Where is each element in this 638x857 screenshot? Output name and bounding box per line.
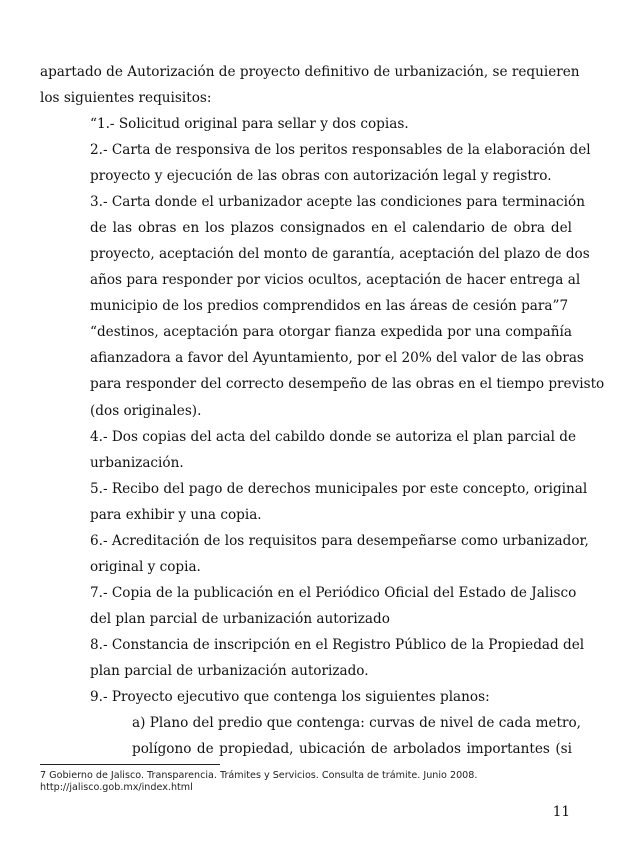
requirement-3-cont: “destinos, aceptación para otorgar fianza expedida por una compañía [90, 324, 572, 340]
requirement-3-cont: para responder del correcto desempeño de las obras en el tiempo previsto [90, 376, 605, 392]
footnote-divider [40, 764, 220, 765]
requirement-3-cont: de las obras en los plazos consignados en el calendario de obra del [90, 220, 572, 236]
requirement-2: 2.- Carta de responsiva de los peritos responsables de la elaboración del [90, 142, 591, 158]
requirement-8-cont: plan parcial de urbanización autorizado. [90, 663, 369, 679]
body-text-line: apartado de Autorización de proyecto definitivo de urbanización, se requieren [40, 64, 580, 80]
requirement-6-cont: original y copia. [90, 559, 201, 575]
requirement-7: 7.- Copia de la publicación en el Periódico Oficial del Estado de Jalisco [90, 585, 577, 601]
page-number: 11 [552, 804, 570, 820]
requirement-5-cont: para exhibir y una copia. [90, 507, 262, 523]
requirement-7-cont: del plan parcial de urbanización autorizado [90, 611, 390, 627]
requirement-6: 6.- Acreditación de los requisitos para desempeñarse como urbanizador, [90, 533, 589, 549]
requirement-4: 4.- Dos copias del acta del cabildo donde se autoriza el plan parcial de [90, 429, 576, 445]
requirement-3: 3.- Carta donde el urbanizador acepte las condiciones para terminación [90, 194, 585, 210]
requirement-3-cont: proyecto, aceptación del monto de garantía, aceptación del plazo de dos [90, 246, 590, 262]
requirement-3-cont: años para responder por vicios ocultos, aceptación de hacer entrega al [90, 272, 581, 288]
requirement-1: “1.- Solicitud original para sellar y dos copias. [90, 116, 409, 132]
footnote-text: 7 Gobierno de Jalisco. Transparencia. Trámites y Servicios. Consulta de trámite. Junio 2008. [40, 770, 478, 781]
requirement-4-cont: urbanización. [90, 455, 184, 471]
requirement-3-cont: municipio de los predios comprendidos en las áreas de cesión para”7 [90, 298, 569, 314]
requirement-9a-cont: polígono de propiedad, ubicación de arbolados importantes (si [132, 741, 572, 757]
requirement-2-cont: proyecto y ejecución de las obras con autorización legal y registro. [90, 168, 552, 184]
requirement-3-cont: afianzadora a favor del Ayuntamiento, por el 20% del valor de las obras [90, 350, 584, 366]
body-text-line: los siguientes requisitos: [40, 90, 212, 106]
requirement-5: 5.- Recibo del pago de derechos municipales por este concepto, original [90, 481, 588, 497]
requirement-8: 8.- Constancia de inscripción en el Registro Público de la Propiedad del [90, 637, 585, 653]
footnote-url: http://jalisco.gob.mx/index.html [40, 782, 193, 793]
requirement-9a: a) Plano del predio que contenga: curvas de nivel de cada metro, [132, 715, 581, 731]
requirement-3-cont: (dos originales). [90, 403, 202, 419]
requirement-9: 9.- Proyecto ejecutivo que contenga los siguientes planos: [90, 689, 490, 705]
